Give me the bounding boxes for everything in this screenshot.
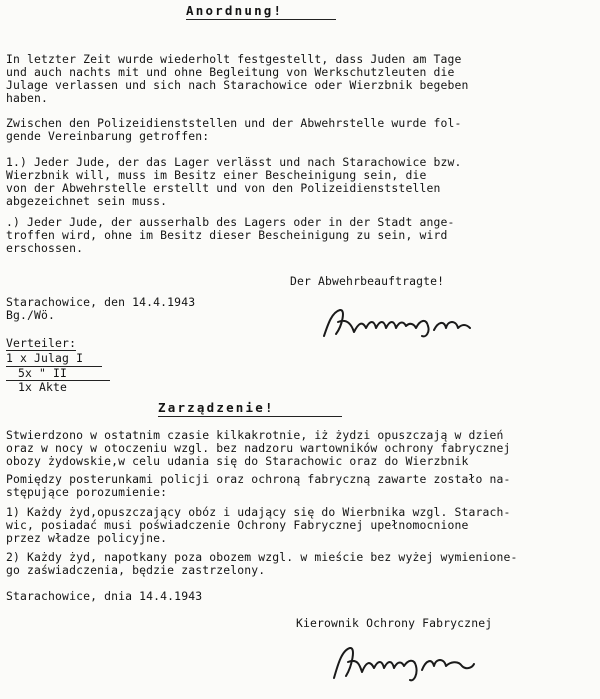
polish-title: Zarządzenie!: [158, 400, 275, 415]
german-item2-line: .) Jeder Jude, der ausserhalb des Lagers oder in der Stadt ange-: [6, 215, 455, 229]
german-title: Anordnung!: [186, 3, 284, 18]
polish-para2-line: stępujące porozumienie:: [6, 485, 168, 499]
polish-para1-line: Stwierdzono w ostatnim czasie kilkakrotnie, iż żydzi opuszczają w dzień: [6, 428, 504, 442]
german-para1-line: haben.: [6, 91, 49, 105]
polish-para1-line: oraz w nocy w otoczeniu wzgl. bez nadzoru wartowników ochrony fabrycznej: [6, 441, 511, 455]
german-para1-line: In letzter Zeit wurde wiederholt festgestellt, dass Juden am Tage: [6, 52, 462, 66]
polish-item1-line: 1) Każdy żyd,opuszczający obóz i udający się do Wierbnika wzgl. Starach-: [6, 505, 511, 519]
german-para2-line: Zwischen den Polizeidienststellen und der Abwehrstelle wurde fol-: [6, 116, 462, 130]
german-item2-line: troffen wird, ohne im Besitz dieser Bescheinigung zu sein, wird: [6, 228, 448, 242]
polish-para2-line: Pomiędzy posterunkami policji oraz ochroną fabryczną zawarte zostało na-: [6, 472, 511, 486]
polish-signatory: Kierownik Ochrony Fabrycznej: [296, 616, 493, 630]
german-signature: [318, 306, 474, 342]
polish-para1-line: obozy żydowskie,w celu udania się do Starachowic oraz do Wierzbnik: [6, 454, 469, 468]
german-para1-line: und auch nachts mit und ohne Begleitung von Werkschutzleuten die: [6, 65, 455, 79]
distribution-item: 1 x Julag I: [6, 351, 84, 365]
german-para1-line: Julage verlassen und sich nach Starachowice oder Wierzbnik begeben: [6, 78, 469, 92]
polish-item1-line: wic, posiadać musi poświadczenie Ochrony Fabrycznej upełnomocnione: [6, 518, 469, 532]
polish-item2-line: go zaświadczenia, będzie zastrzelony.: [6, 563, 266, 577]
distribution-label: Verteiler:: [6, 336, 77, 350]
title-underline: [186, 19, 336, 20]
title-underline: [158, 416, 342, 417]
german-signatory: Der Abwehrbeauftragte!: [290, 274, 445, 288]
german-reference: Bg./Wö.: [6, 308, 56, 322]
polish-signature: [326, 640, 478, 686]
polish-place-date: Starachowice, dnia 14.4.1943: [6, 589, 203, 603]
german-para2-line: gende Vereinbarung getroffen:: [6, 129, 210, 143]
distribution-item: 5x " II: [18, 366, 68, 380]
german-item1-line: Wierzbnik will, muss im Besitz einer Bescheinigung sein, die: [6, 168, 427, 182]
german-item1-line: abgezeichnet sein muss.: [6, 194, 168, 208]
german-item1-line: 1.) Jeder Jude, der das Lager verlässt und nach Starachowice bzw.: [6, 155, 462, 169]
german-item1-line: von der Abwehrstelle erstellt und von den Polizeidienststellen: [6, 181, 441, 195]
german-item2-line: erschossen.: [6, 241, 84, 255]
polish-item1-line: przez władze policyjne.: [6, 531, 168, 545]
distribution-item: 1x Akte: [18, 380, 68, 394]
polish-item2-line: 2) Każdy żyd, napotkany poza obozem wzgl. w mieście bez wyżej wymienione-: [6, 550, 518, 564]
german-place-date: Starachowice, den 14.4.1943: [6, 295, 196, 309]
